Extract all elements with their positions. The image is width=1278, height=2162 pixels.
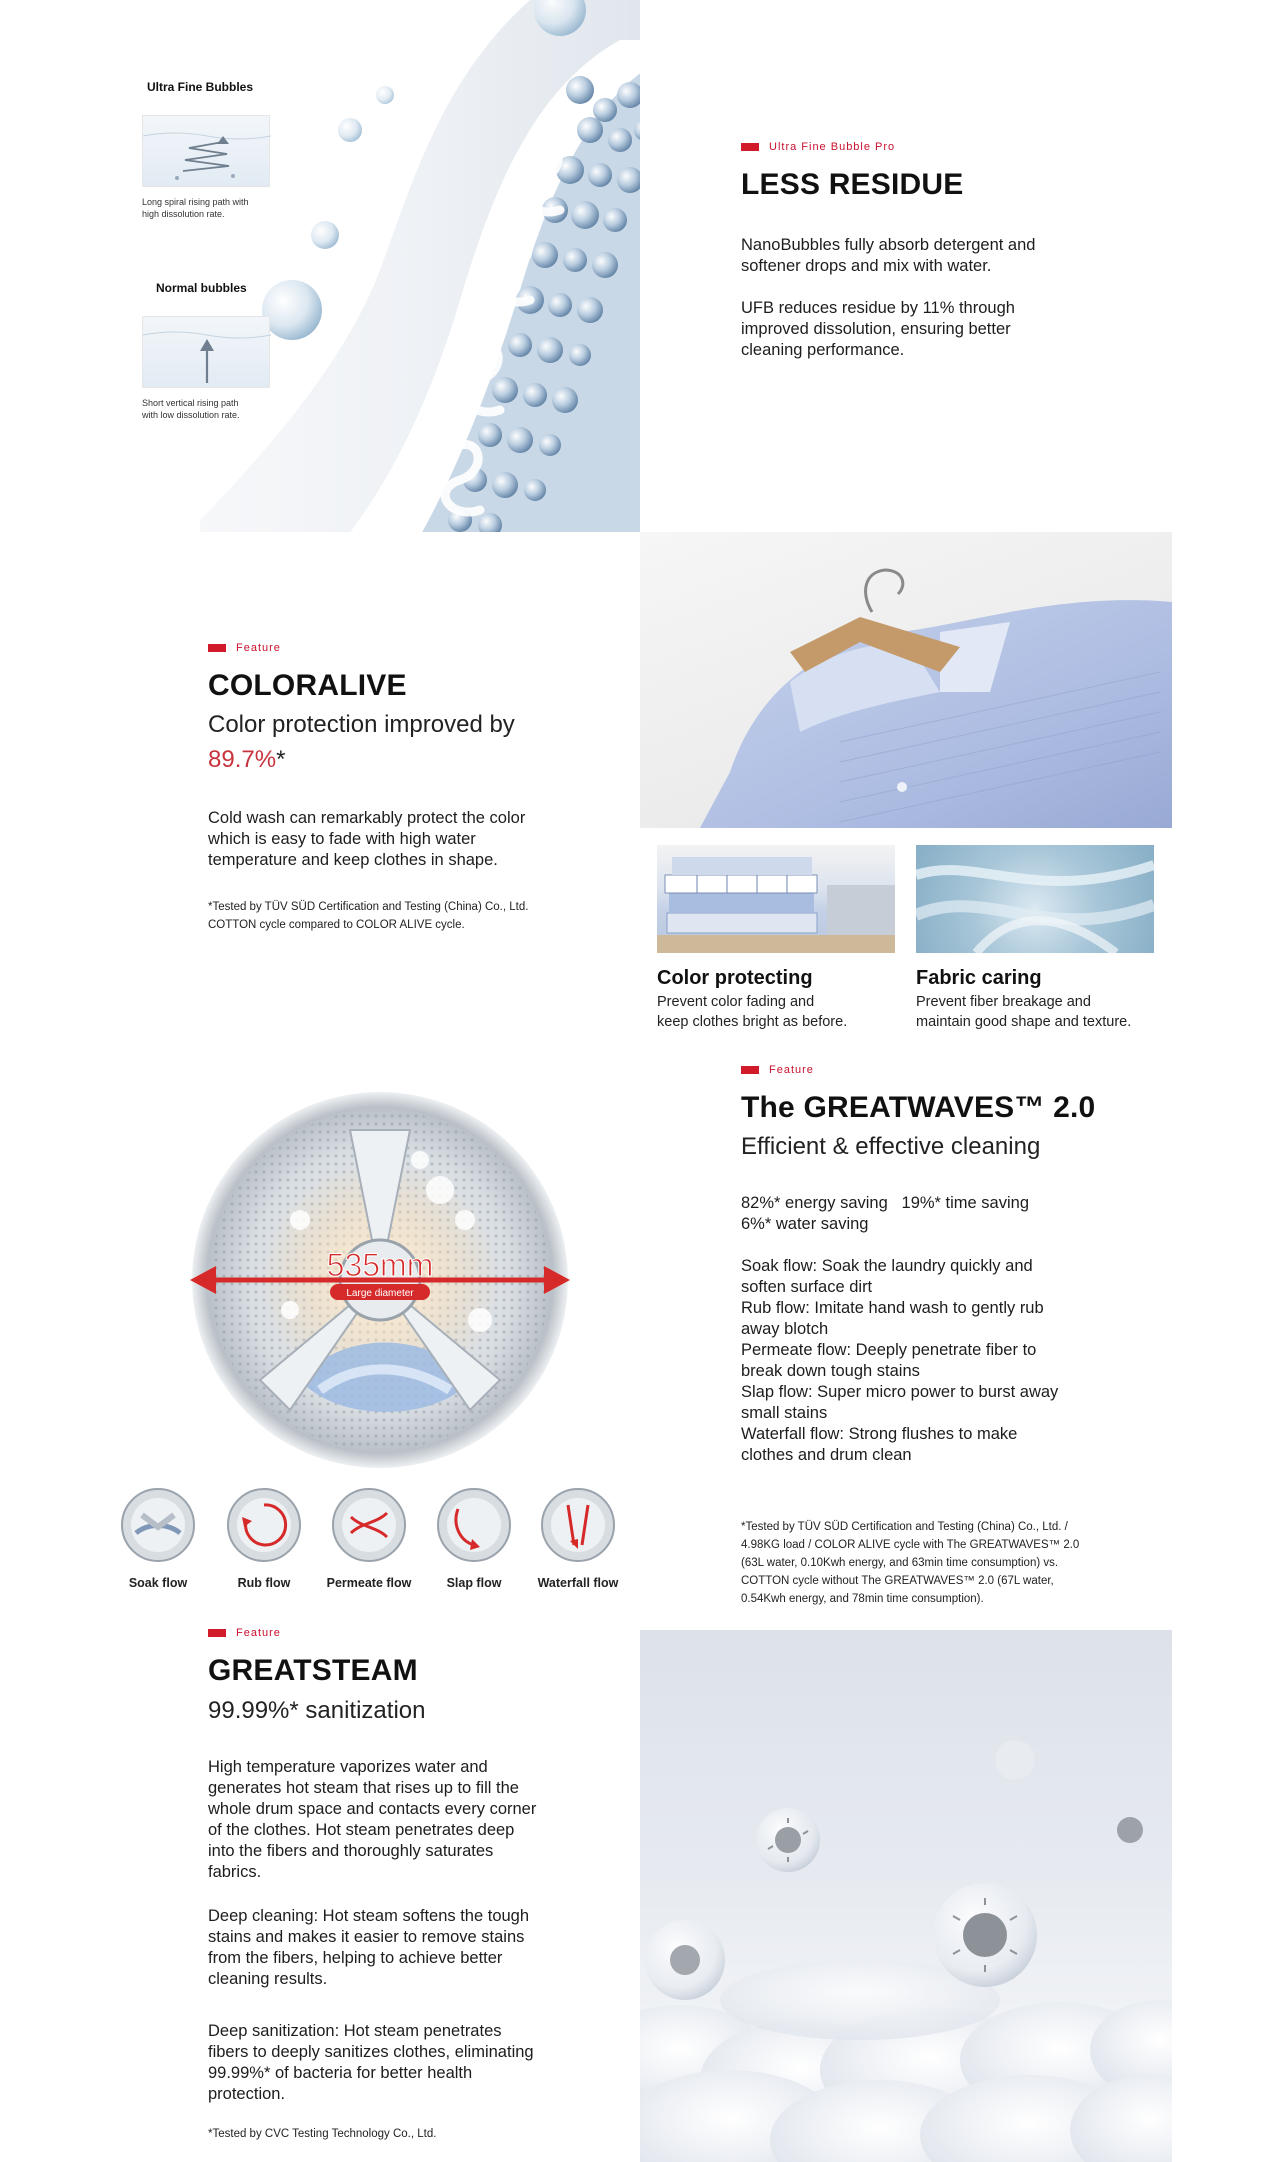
note-line: 4.98KG load / COLOR ALIVE cycle with The GREATWAVES™ 2.0 xyxy=(741,1539,1080,1551)
coloralive-note-line1: *Tested by TÜV SÜD Certification and Testing (China) Co., Ltd. xyxy=(208,901,529,913)
greatwaves-stats-line2: 6%* water saving xyxy=(741,1215,869,1233)
flows-line: away blotch xyxy=(741,1320,829,1338)
permeate-flow-label: Permeate flow xyxy=(326,1576,412,1590)
flows-line: small stains xyxy=(741,1404,828,1422)
flows-line: soften surface dirt xyxy=(741,1278,873,1296)
note-line: *Tested by TÜV SÜD Certification and Testing (China) Co., Ltd. / xyxy=(741,1521,1068,1533)
flows-line: Waterfall flow: Strong flushes to make xyxy=(741,1425,1018,1443)
normal-caption-line1: Short vertical rising path xyxy=(142,398,239,408)
greatwaves-tag-label: Feature xyxy=(769,1064,814,1076)
coloralive-title: COLORALIVE xyxy=(208,669,407,702)
tag-bar xyxy=(741,143,759,151)
coloralive-note xyxy=(208,898,528,934)
drum-label-text: Large diameter xyxy=(346,1288,414,1299)
greatsteam-para3: Deep sanitization: Hot steam penetrates fibers to deeply sanitizes clothes, eliminating 99.99%* of bacteria for better health protection. xyxy=(208,2022,534,2103)
greatsteam-tag-label: Feature xyxy=(236,1627,281,1639)
tile-desc-line2: keep clothes bright as before. xyxy=(657,1014,848,1030)
drum-size-text: 535mm xyxy=(326,1247,434,1283)
coloralive-stat xyxy=(208,746,285,774)
rub-flow-icon xyxy=(226,1487,302,1568)
tile-color-protecting-desc xyxy=(657,992,847,1032)
flows-line: Permeate flow: Deeply penetrate fiber to xyxy=(741,1341,1037,1359)
flows-line: Rub flow: Imitate hand wash to gently rub xyxy=(741,1299,1044,1317)
tile-fabric-caring-title: Fabric caring xyxy=(916,967,1042,989)
normal-diagram-title: Normal bubbles xyxy=(156,281,247,295)
greatwaves-flows-list xyxy=(741,1256,1058,1466)
ufb-caption-line1: Long spiral rising path with xyxy=(142,197,249,207)
flows-line: Soak flow: Soak the laundry quickly and xyxy=(741,1257,1033,1275)
tile-fabric-caring-desc xyxy=(916,992,1131,1032)
greatsteam-tag xyxy=(208,1627,281,1639)
tile-color-protecting-title: Color protecting xyxy=(657,967,813,989)
tile-desc-line2: maintain good shape and texture. xyxy=(916,1014,1132,1030)
tag-bar xyxy=(208,644,226,652)
ufb-diagram-image xyxy=(142,115,270,187)
coloralive-tag xyxy=(208,642,281,654)
note-line: 0.54Kwh energy, and 78min time consumption). xyxy=(741,1593,984,1605)
folded-shirts-image xyxy=(657,845,895,953)
flows-line: Slap flow: Super micro power to burst away xyxy=(741,1383,1059,1401)
flows-line: break down tough stains xyxy=(741,1362,920,1380)
ufb-diagram-title: Ultra Fine Bubbles xyxy=(147,80,254,94)
normal-diagram-image xyxy=(142,316,270,388)
greatwaves-stats xyxy=(741,1193,1029,1235)
ufb-illustration xyxy=(0,0,640,532)
waterfall-flow-label: Waterfall flow xyxy=(537,1576,619,1590)
tile-desc-line1: Prevent fiber breakage and xyxy=(916,994,1091,1010)
tile-desc-line1: Prevent color fading and xyxy=(657,994,815,1010)
greatsteam-title: GREATSTEAM xyxy=(208,1654,418,1687)
rub-flow-label: Rub flow xyxy=(237,1576,291,1590)
ufb-tag-label: Ultra Fine Bubble Pro xyxy=(769,141,896,153)
coloralive-body: Cold wash can remarkably protect the color which is easy to fade with high water temperature and keep clothes in shape. xyxy=(208,809,526,869)
waterfall-flow-icon xyxy=(540,1487,616,1568)
soak-flow-icon xyxy=(120,1487,196,1568)
slap-flow-icon xyxy=(436,1487,512,1568)
ufb-caption-line2: high dissolution rate. xyxy=(142,209,225,219)
normal-caption-line2: with low dissolution rate. xyxy=(142,410,240,420)
coloralive-subtitle: Color protection improved by xyxy=(208,711,515,738)
greatsteam-para1: High temperature vaporizes water and generates hot steam that rises up to fill the whole drum space and contacts every corner of the clothes. Hot steam penetrates deep into the fibers and thoroughly saturates fabrics. xyxy=(208,1758,537,1881)
greatsteam-subtitle: 99.99%* sanitization xyxy=(208,1697,426,1724)
fabric-bubble-illustration xyxy=(200,0,640,532)
greatsteam-note: *Tested by CVC Testing Technology Co., Ltd. xyxy=(208,2128,437,2140)
soak-flow-label: Soak flow xyxy=(128,1576,188,1590)
greatwaves-note xyxy=(741,1518,1079,1608)
coloralive-tag-label: Feature xyxy=(236,642,281,654)
greatwaves-tag xyxy=(741,1064,814,1076)
coloralive-stat-asterisk: * xyxy=(276,746,286,773)
ufb-para1: NanoBubbles fully absorb detergent and softener drops and mix with water. xyxy=(741,236,1036,275)
steam-bacteria-image xyxy=(640,1630,1172,2162)
shirt-on-hanger-image xyxy=(640,532,1172,828)
tag-bar xyxy=(208,1629,226,1637)
drum-illustration xyxy=(180,1080,580,1480)
ufb-tag xyxy=(741,141,895,153)
ufb-diagram-caption xyxy=(142,196,249,220)
note-line: (63L water, 0.10Kwh energy, and 63min time consumption) vs. xyxy=(741,1557,1059,1569)
coloralive-stat-value: 89.7% xyxy=(208,746,277,773)
normal-diagram-caption xyxy=(142,397,240,421)
greatwaves-title: The GREATWAVES™ 2.0 xyxy=(741,1091,1096,1124)
greatwaves-subtitle: Efficient & effective cleaning xyxy=(741,1133,1041,1160)
greatwaves-stats-line1: 82%* energy saving 19%* time saving xyxy=(741,1194,1029,1212)
soft-fabric-image xyxy=(916,845,1154,953)
coloralive-note-line2: COTTON cycle compared to COLOR ALIVE cycle. xyxy=(208,919,465,931)
greatsteam-para2: Deep cleaning: Hot steam softens the tough stains and makes it easier to remove stains from the fibers, helping to achieve better cleaning results. xyxy=(208,1907,530,1988)
ufb-title: LESS RESIDUE xyxy=(741,168,964,201)
slap-flow-label: Slap flow xyxy=(446,1576,502,1590)
ufb-para2: UFB reduces residue by 11% through improved dissolution, ensuring better cleaning performance. xyxy=(741,299,1015,359)
flows-line: clothes and drum clean xyxy=(741,1446,912,1464)
permeate-flow-icon xyxy=(331,1487,407,1568)
note-line: COTTON cycle without The GREATWAVES™ 2.0 (67L water, xyxy=(741,1575,1054,1587)
tag-bar xyxy=(741,1066,759,1074)
